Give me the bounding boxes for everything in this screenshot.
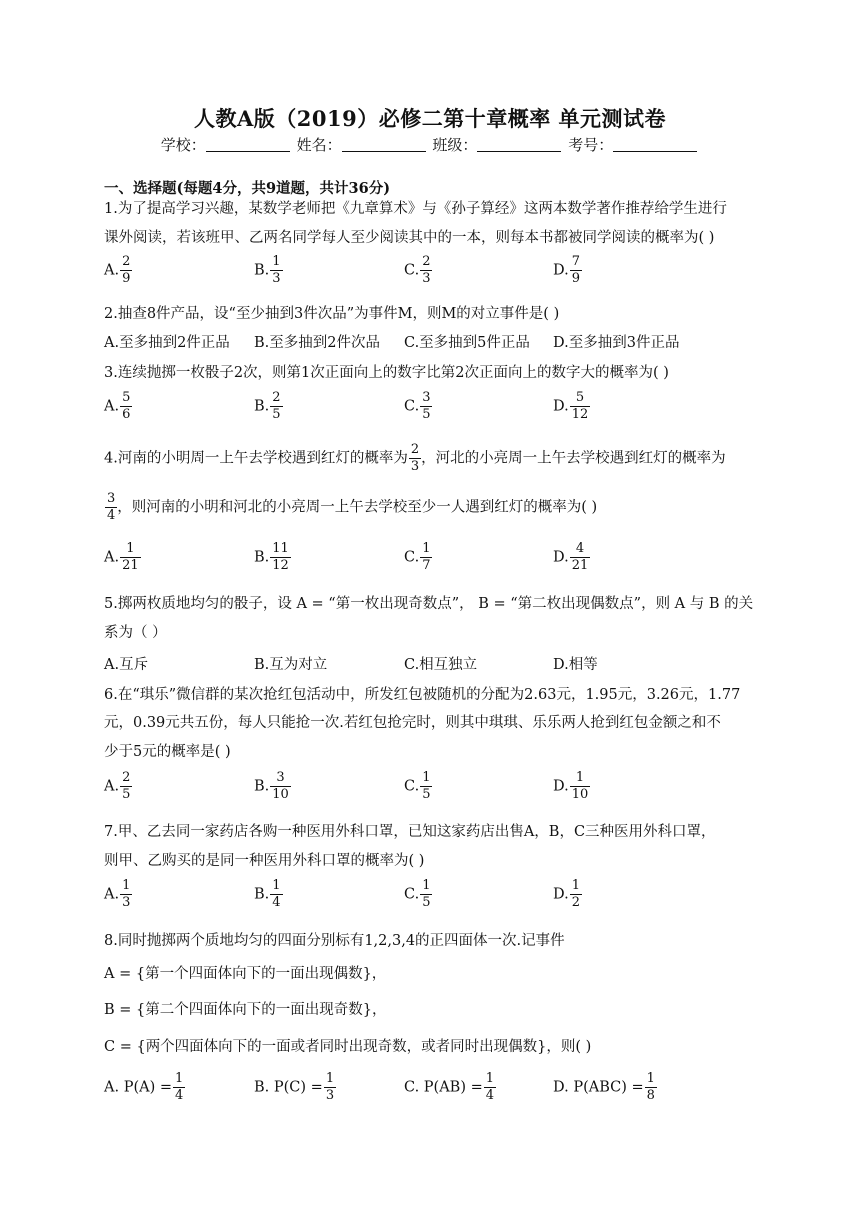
section-title: 一、选择题(每题4分，共9道题，共计36分) [104,180,391,197]
q8-event-a: A = {第一个四面体向下的一面出现偶数}， [104,966,387,982]
q8-event-b: B = {第二个四面体向下的一面出现奇数}， [104,1002,387,1018]
q4-text-line2: $\frac{3}{4}$ ，则河南的小明和河北的小亮周一上午去学校至少一人遇到红灯的概率为( ) [107,491,598,523]
q4-text-line1: 4.河南的小明周一上午去学校遇到红灯的概率为 $\frac{2}{3}$ ，河北的小亮周一上午去学校遇到红灯的概率为 [104,442,726,474]
q7-option-b[interactable]: B. $\frac{1}{4}$ [254,878,281,910]
q6-option-b[interactable]: B. $\frac{3}{10}$ [254,770,289,802]
q3-option-d[interactable]: D. $\frac{5}{12}$ [553,390,589,422]
q3-option-a[interactable]: A. $\frac{5}{6}$ [104,390,131,422]
exam-number-label: 考号： [568,136,614,154]
q8-option-d[interactable]: D. P(ABC) = $\frac{1}{8}$ [553,1071,655,1103]
q4-option-a[interactable]: A. $\frac{1}{21}$ [104,541,139,573]
q1-option-a[interactable]: A. $\frac{2}{9}$ [104,254,131,286]
page-title: 人教A版（2019）必修二第十章概率 单元测试卷 [193,106,667,131]
q5-text-line2: 系为（ ） [104,625,167,641]
q1-text-line2: 课外阅读，若该班甲、乙两名同学每人至少阅读其中的一本，则每本书都被同学阅读的概率为( ) [104,230,715,246]
q8-event-c: C = {两个四面体向下的一面或者同时出现奇数，或者同时出现偶数}，则( ) [104,1039,592,1055]
school-label: 学校： [160,136,206,154]
q1-option-c[interactable]: C. $\frac{2}{3}$ [404,254,431,286]
name-label: 姓名： [296,136,342,154]
name-blank [342,137,426,152]
q1-text-line1: 1.为了提高学习兴趣，某数学老师把《九章算术》与《孙子算经》这两本数学著作推荐给学生进行 [104,201,727,217]
q4-option-d[interactable]: D. $\frac{4}{21}$ [553,541,589,573]
q4-option-b[interactable]: B. $\frac{11}{12}$ [254,541,289,573]
school-blank [206,137,290,152]
q5-option-c[interactable]: C.相互独立 [404,657,478,673]
q5-option-b[interactable]: B.互为对立 [254,657,328,673]
q5-text-line1: 5.掷两枚质地均匀的骰子，设 A = “第一枚出现奇数点”， B = “第二枚出现偶数点”，则 A 与 B 的关 [104,596,754,612]
q1-option-b[interactable]: B. $\frac{1}{3}$ [254,254,281,286]
q2-text: 2.抽查8件产品，设“至少抽到3件次品”为事件M，则M的对立事件是( ) [104,306,560,322]
q2-option-c[interactable]: C.至多抽到5件正品 [404,335,530,351]
q3-text: 3.连续抛掷一枚骰子2次，则第1次正面向上的数字比第2次正面向上的数字大的概率为( ) [104,365,669,381]
q5-option-d[interactable]: D.相等 [553,657,598,673]
class-label: 班级： [432,136,478,154]
q2-option-a[interactable]: A.至多抽到2件正品 [104,335,230,351]
q3-option-c[interactable]: C. $\frac{3}{5}$ [404,390,431,422]
q7-option-a[interactable]: A. $\frac{1}{3}$ [104,878,131,910]
q7-option-c[interactable]: C. $\frac{1}{5}$ [404,878,431,910]
q6-option-c[interactable]: C. $\frac{1}{5}$ [404,770,431,802]
q2-option-d[interactable]: D.至多抽到3件正品 [553,335,680,351]
exam-number-blank [613,137,697,152]
q6-option-d[interactable]: D. $\frac{1}{10}$ [553,770,589,802]
q8-option-c[interactable]: C. P(AB) = $\frac{1}{4}$ [404,1071,495,1103]
q8-text-line1: 8.同时抛掷两个质地均匀的四面分别标有1,2,3,4的正四面体一次.记事件 [104,933,565,949]
q7-text-line2: 则甲、乙购买的是同一种医用外科口罩的概率为( ) [104,853,425,869]
q6-option-a[interactable]: A. $\frac{2}{5}$ [104,770,131,802]
q7-text-line1: 7.甲、乙去同一家药店各购一种医用外科口罩，已知这家药店出售A，B，C三种医用外科口罩， [104,824,716,840]
q6-text-line2: 元，0.39元共五份，每人只能抢一次.若红包抢完时，则其中琪琪、乐乐两人抢到红包金额之和不 [104,715,721,731]
class-blank [477,137,561,152]
q1-option-d[interactable]: D. $\frac{7}{9}$ [553,254,580,286]
q7-option-d[interactable]: D. $\frac{1}{2}$ [553,878,580,910]
q2-option-b[interactable]: B.至多抽到2件次品 [254,335,380,351]
q6-text-line1: 6.在“琪乐”微信群的某次抢红包活动中，所发红包被随机的分配为2.63元，1.95元，3.26元，1.77 [104,687,741,703]
q6-text-line3: 少于5元的概率是( ) [104,744,231,760]
q8-option-b[interactable]: B. P(C) = $\frac{1}{3}$ [254,1071,335,1103]
q4-option-c[interactable]: C. $\frac{1}{7}$ [404,541,431,573]
q3-option-b[interactable]: B. $\frac{2}{5}$ [254,390,281,422]
q8-option-a[interactable]: A. P(A) = $\frac{1}{4}$ [104,1071,184,1103]
student-info-fields [0,134,860,155]
q5-option-a[interactable]: A.互斥 [104,657,149,673]
